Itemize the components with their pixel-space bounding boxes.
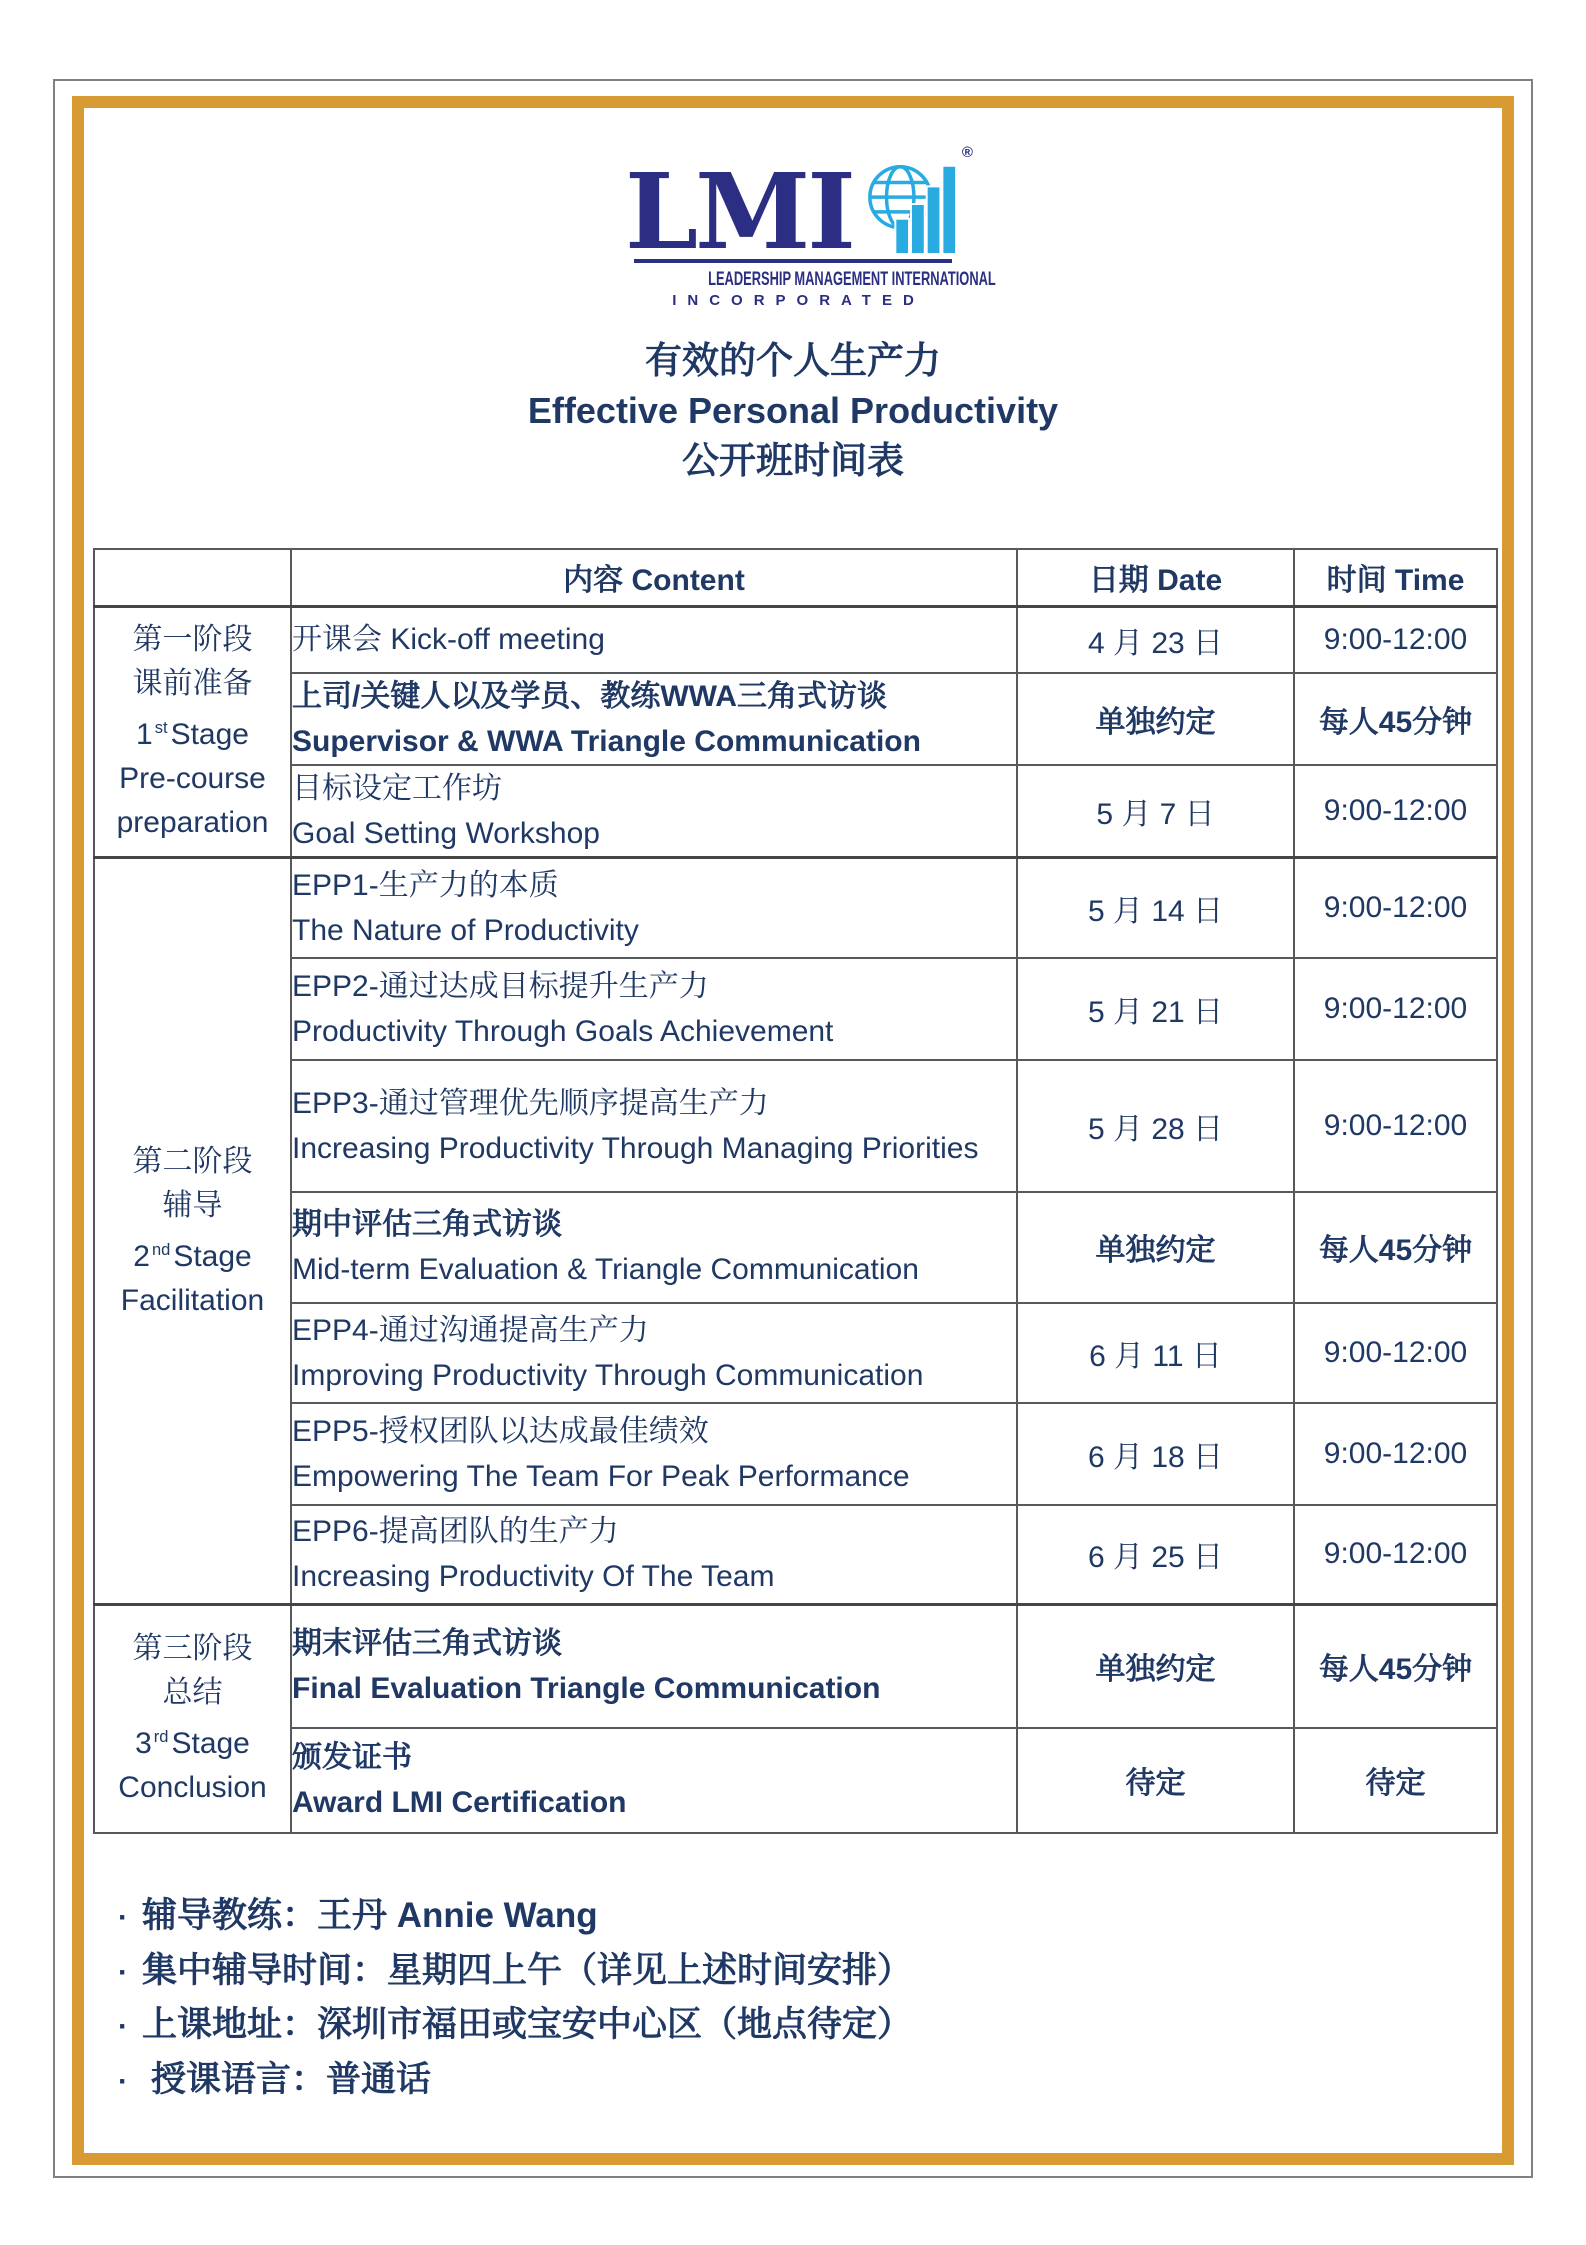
date-cell: 6 月 11 日 [1017, 1303, 1294, 1403]
date-cell: 5 月 28 日 [1017, 1060, 1294, 1192]
date-cell: 6 月 18 日 [1017, 1403, 1294, 1505]
content-cell: 期末评估三角式访谈 Final Evaluation Triangle Communication [291, 1605, 1017, 1728]
registered-trademark-icon: ® [961, 144, 973, 161]
table-row-certification [94, 1728, 1497, 1833]
time-cell: 9:00-12:00 [1294, 1303, 1497, 1403]
note-item-address: · 上课地址：深圳市福田或宝安中心区（地点待定） [118, 1999, 912, 2054]
schedule-table [93, 548, 1498, 1834]
title-block [0, 336, 1586, 486]
content-cell: 期中评估三角式访谈 Mid-term Evaluation & Triangle Communication [291, 1192, 1017, 1303]
time-cell: 9:00-12:00 [1294, 1403, 1497, 1505]
note-item-language: · 授课语言：普通话 [118, 2054, 912, 2109]
bullet-icon: · [118, 2064, 128, 2098]
time-cell: 每人45分钟 [1294, 1605, 1497, 1728]
time-cell: 9:00-12:00 [1294, 1505, 1497, 1605]
time-cell: 9:00-12:00 [1294, 1060, 1497, 1192]
stage-cell-2: 第二阶段 辅导 2 $^{nd}$ Stage Facilitation [94, 858, 291, 1605]
content-cell: EPP5-授权团队以达成最佳绩效 Empowering The Team For Peak Performance [291, 1403, 1017, 1505]
table-row-epp1 [94, 858, 1497, 958]
header-date: 日期 Date [1017, 549, 1294, 606]
time-cell: 9:00-12:00 [1294, 606, 1497, 673]
table-header-row [94, 549, 1497, 606]
content-cell: EPP6-提高团队的生产力 Increasing Productivity Of The Team [291, 1505, 1017, 1605]
lmi-logo-inner [625, 144, 996, 309]
time-cell: 每人45分钟 [1294, 1192, 1497, 1303]
date-cell: 单独约定 [1017, 673, 1294, 765]
table-row-supervisor-wwa [94, 673, 1497, 765]
bullet-icon: · [118, 2010, 128, 2043]
table-row-epp5 [94, 1403, 1497, 1505]
table-row-goal-setting [94, 765, 1497, 858]
notes-list [118, 1890, 912, 2108]
note-item-coach: · 辅导教练：王丹 Annie Wang [118, 1890, 912, 1945]
time-cell: 每人45分钟 [1294, 673, 1497, 765]
date-cell: 5 月 21 日 [1017, 958, 1294, 1060]
header-content: 内容 Content [291, 549, 1017, 606]
date-cell: 6 月 25 日 [1017, 1505, 1294, 1605]
stage-cell-1: 第一阶段 课前准备 1 $^{st}$ Stage Pre-course preparation [94, 606, 291, 858]
lmi-logo-mark [625, 144, 973, 273]
page-title-en: Effective Personal Productivity [527, 390, 1059, 431]
table-row-epp2 [94, 958, 1497, 1060]
content-cell: EPP4-通过沟通提高生产力 Improving Productivity Through Communication [291, 1303, 1017, 1403]
logo-tagline-text: LEADERSHIP MANAGEMENT INTERNATIONAL [708, 268, 996, 290]
bullet-icon: · [118, 1955, 128, 1989]
content-cell: 颁发证书 Award LMI Certification [291, 1728, 1017, 1833]
table-row-epp3 [94, 1060, 1497, 1192]
time-cell: 9:00-12:00 [1294, 765, 1497, 858]
date-cell: 4 月 23 日 [1017, 606, 1294, 673]
stage-cell-3: 第三阶段 总结 3 $^{rd}$ Stage Conclusion [94, 1605, 291, 1833]
header-stage [94, 549, 291, 606]
table-row-epp4 [94, 1303, 1497, 1403]
globe-bars-icon [863, 144, 973, 254]
logo-subtagline: INCORPORATED [672, 292, 925, 309]
table-row-final-evaluation [94, 1605, 1497, 1728]
date-cell: 5 月 14 日 [1017, 858, 1294, 958]
page-subtitle: 公开班时间表 [682, 440, 904, 481]
lmi-logo [0, 144, 1586, 309]
content-cell: EPP3-通过管理优先顺序提高生产力 Increasing Productivity Through Managing Priorities [291, 1060, 1017, 1192]
content-cell: 目标设定工作坊 Goal Setting Workshop [291, 765, 1017, 858]
time-cell: 9:00-12:00 [1294, 958, 1497, 1060]
content-cell: EPP2-通过达成目标提升生产力 Productivity Through Goals Achievement [291, 958, 1017, 1060]
header-time: 时间 Time [1294, 549, 1497, 606]
table-row-midterm [94, 1192, 1497, 1303]
content-cell: EPP1-生产力的本质 The Nature of Productivity [291, 858, 1017, 958]
bullet-icon: · [118, 1901, 128, 1934]
lmi-acronym: LMI [625, 149, 853, 273]
date-cell: 5 月 7 日 [1017, 765, 1294, 858]
time-cell: 9:00-12:00 [1294, 858, 1497, 958]
table-row-kickoff [94, 606, 1497, 673]
date-cell: 单独约定 [1017, 1192, 1294, 1303]
time-cell: 待定 [1294, 1728, 1497, 1833]
table-row-epp6 [94, 1505, 1497, 1605]
date-cell: 单独约定 [1017, 1605, 1294, 1728]
content-cell: 上司/关键人以及学员、教练WWA三角式访谈 Supervisor & WWA Triangle Communication [291, 673, 1017, 765]
note-item-schedule-time: · 集中辅导时间：星期四上午（详见上述时间安排） [118, 1945, 912, 2000]
page-title-zh: 有效的个人生产力 [645, 340, 941, 381]
content-cell: 开课会 Kick-off meeting [291, 606, 1017, 673]
date-cell: 待定 [1017, 1728, 1294, 1833]
